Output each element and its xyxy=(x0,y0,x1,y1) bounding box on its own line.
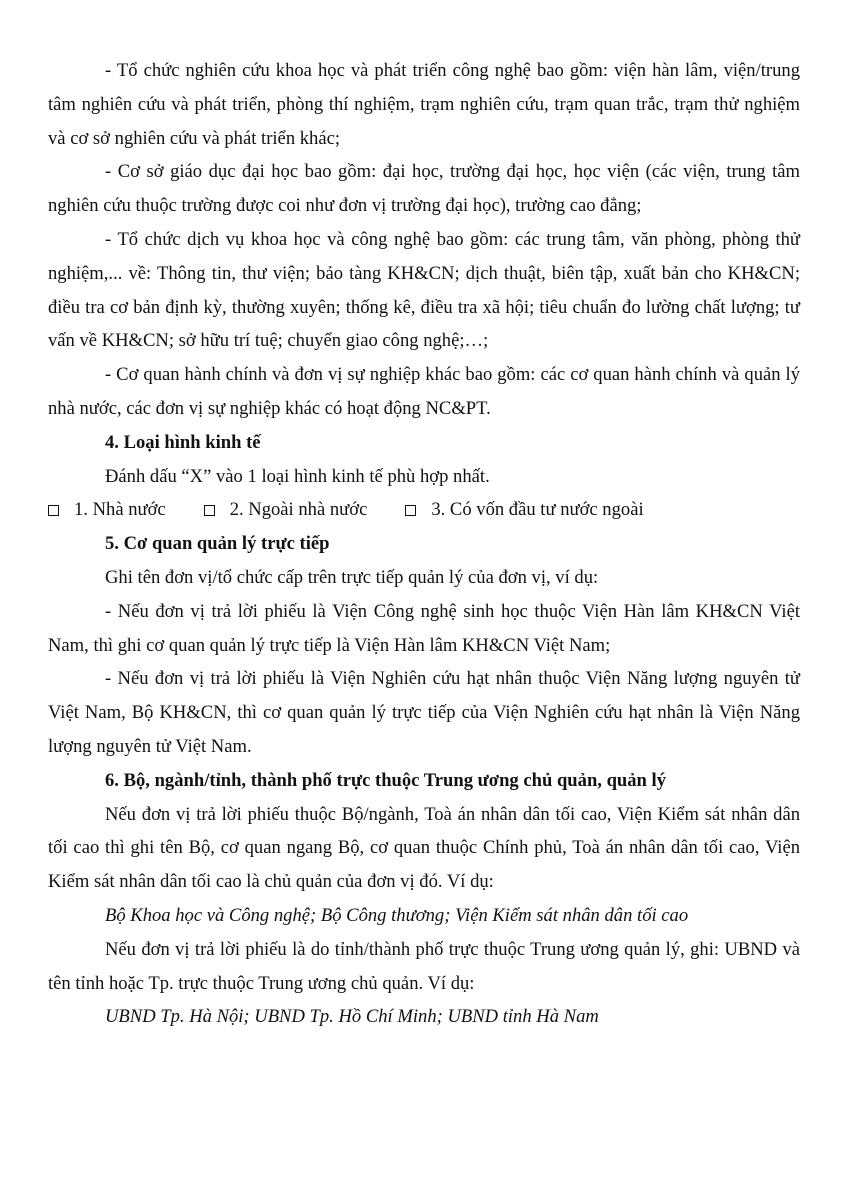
section-6-example-2: UBND Tp. Hà Nội; UBND Tp. Hồ Chí Minh; UBND tỉnh Hà Nam xyxy=(105,1006,599,1028)
checkbox-non-state[interactable] xyxy=(204,505,215,516)
option-foreign-investment[interactable] xyxy=(405,493,643,527)
option-non-state[interactable] xyxy=(204,493,368,527)
paragraph-research-org: - Tổ chức nghiên cứu khoa học và phát triển công nghệ bao gồm: viện hàn lâm, viện/trung tâm nghiên cứu và phát triển, phòng thí nghiệm, trạm nghiên cứu, trạm quan trắc, trạm thử nghiệm và cơ sở nghiên cứu và phát triển khác; xyxy=(48,60,800,149)
section-5-heading: 5. Cơ quan quản lý trực tiếp xyxy=(105,533,330,555)
option-non-state-label: 2. Ngoài nhà nước xyxy=(229,499,368,521)
option-state-label: 1. Nhà nước xyxy=(74,499,166,521)
section-5-intro: Ghi tên đơn vị/tổ chức cấp trên trực tiếp quản lý của đơn vị, ví dụ: xyxy=(105,566,599,588)
section-4-instruction: Đánh dấu “X” vào 1 loại hình kinh tế phù hợp nhất. xyxy=(105,465,490,487)
option-state[interactable] xyxy=(48,493,166,527)
section-6-paragraph-1: Nếu đơn vị trả lời phiếu thuộc Bộ/ngành, Toà án nhân dân tối cao, Viện Kiểm sát nhân dân tối cao thì ghi tên Bộ, cơ quan ngang Bộ, cơ quan thuộc Chính phủ, Toà án nhân dân tối cao, Viện Kiểm sát nhân dân tối cao là chủ quản của đơn vị đó. Ví dụ: xyxy=(48,803,800,893)
paragraph-science-services: - Tổ chức dịch vụ khoa học và công nghệ bao gồm: các trung tâm, văn phòng, phòng thử nghiệm,... về: Thông tin, thư viện; bảo tàng KH&CN; dịch thuật, biên tập, xuất bản cho KH&CN; điều tra cơ bản định kỳ, thường xuyên; thống kê, điều tra xã hội; tiêu chuẩn đo lường chất lượng; tư vấn về KH&CN; sở hữu trí tuệ; chuyển giao công nghệ;…; xyxy=(48,228,800,352)
paragraph-administrative: - Cơ quan hành chính và đơn vị sự nghiệp khác bao gồm: các cơ quan hành chính và quản lý nhà nước, các đơn vị sự nghiệp khác có hoạt động NC&PT. xyxy=(48,364,800,419)
paragraph-higher-education: - Cơ sở giáo dục đại học bao gồm: đại học, trường đại học, học viện (các viện, trung tâm nghiên cứu thuộc trường được coi như đơn vị trường đại học), trường cao đẳng; xyxy=(48,161,800,217)
checkbox-foreign-investment[interactable] xyxy=(405,505,416,516)
option-foreign-investment-label: 3. Có vốn đầu tư nước ngoài xyxy=(431,499,644,521)
section-5-example-1: - Nếu đơn vị trả lời phiếu là Viện Công nghệ sinh học thuộc Viện Hàn lâm KH&CN Việt Nam, thì ghi cơ quan quản lý trực tiếp là Viện Hàn lâm KH&CN Việt Nam; xyxy=(48,600,800,656)
section-6-paragraph-2: Nếu đơn vị trả lời phiếu là do tỉnh/thành phố trực thuộc Trung ương quản lý, ghi: UBND và tên tỉnh hoặc Tp. trực thuộc Trung ương chủ quản. Ví dụ: xyxy=(48,938,800,994)
section-6-example-1: Bộ Khoa học và Công nghệ; Bộ Công thương; Viện Kiểm sát nhân dân tối cao xyxy=(105,904,689,926)
section-4-heading: 4. Loại hình kinh tế xyxy=(105,431,261,453)
checkbox-state[interactable] xyxy=(48,505,59,516)
document-page xyxy=(48,54,800,1034)
economic-type-options xyxy=(48,493,800,527)
section-6-heading: 6. Bộ, ngành/tỉnh, thành phố trực thuộc Trung ương chủ quản, quản lý xyxy=(105,769,667,791)
section-5-example-2: - Nếu đơn vị trả lời phiếu là Viện Nghiên cứu hạt nhân thuộc Viện Năng lượng nguyên tử Việt Nam, Bộ KH&CN, thì cơ quan quản lý trực tiếp của Viện Nghiên cứu hạt nhân là Viện Năng lượng nguyên tử Việt Nam. xyxy=(48,668,800,757)
